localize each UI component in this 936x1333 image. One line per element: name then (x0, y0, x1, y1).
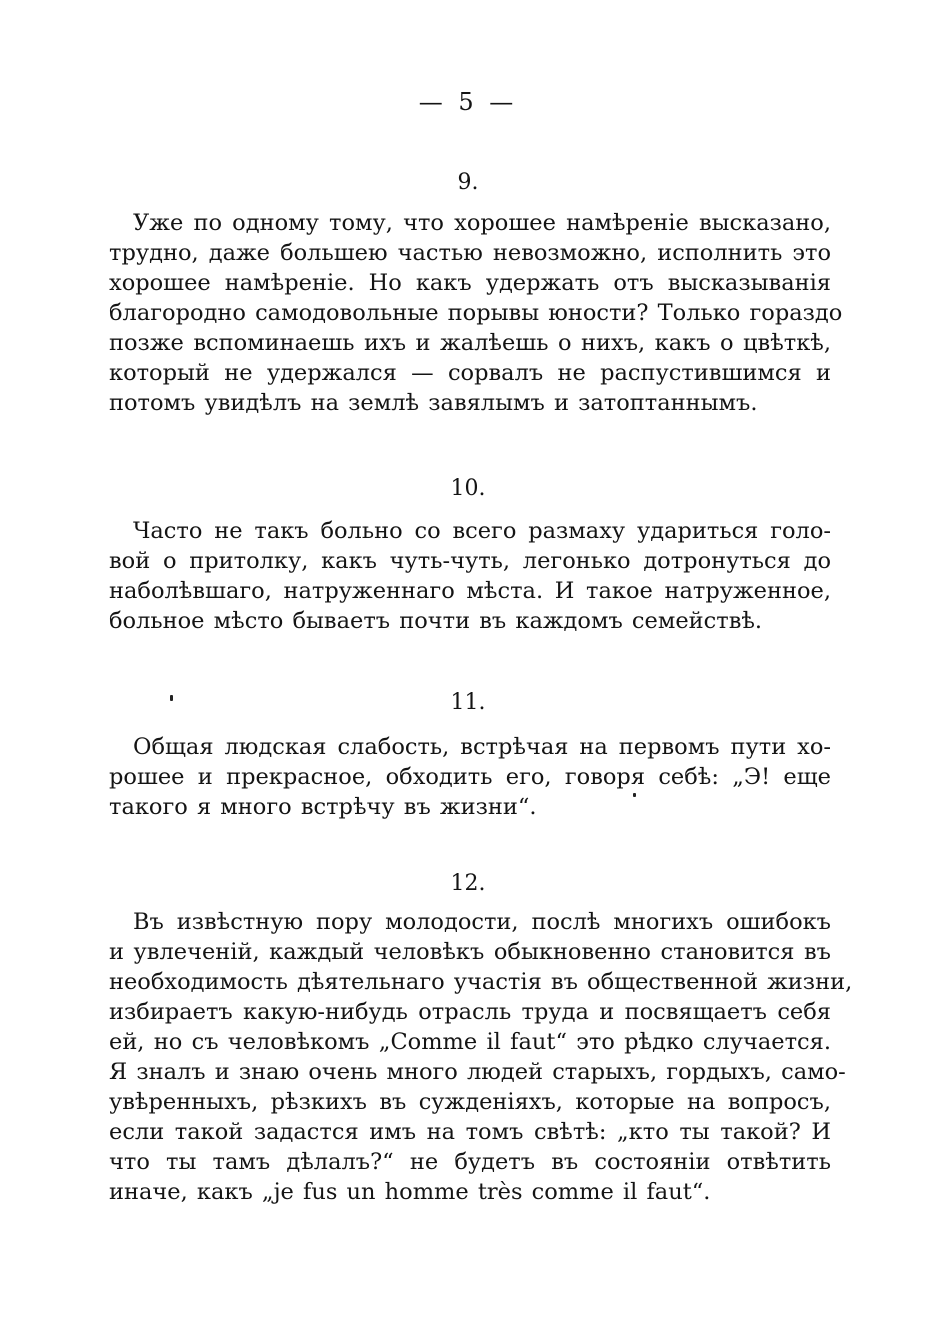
ink-speck (170, 695, 173, 701)
text-line: который не удержался — сорвалъ не распустившимся и (109, 360, 831, 386)
text-line: если такой задастся имъ на томъ свѣтѣ: „кто ты такой? И (109, 1119, 831, 1145)
text-line: потомъ увидѣлъ на землѣ завялымъ и затоптаннымъ. (109, 390, 758, 416)
text-line: хорошее намѣреніе. Но какъ удержать отъ высказыванія (109, 270, 831, 296)
section-number: 11. (450, 690, 486, 715)
text-line: Въ извѣстную пору молодости, послѣ многихъ ошибокъ (133, 909, 831, 935)
text-line: больное мѣсто бываетъ почти въ каждомъ семействѣ. (109, 608, 763, 634)
section-number: 9. (457, 170, 479, 195)
text-line: ей, но съ человѣкомъ „Comme il faut“ это рѣдко случается. (109, 1029, 831, 1055)
ink-speck (633, 793, 636, 797)
text-line: избираетъ какую-нибудь отрасль труда и посвящаетъ себя (109, 999, 831, 1025)
section-text (109, 732, 831, 822)
text-line: иначе, какъ „je fus un homme très comme il faut“. (109, 1179, 711, 1205)
section-number: 10. (450, 476, 486, 501)
text-line: наболѣвшаго, натруженнаго мѣста. И такое натруженное, (109, 578, 831, 604)
text-line: и увлеченій, каждый человѣкъ обыкновенно становится въ (109, 939, 831, 965)
text-line: необходимость дѣятельнаго участія въ общественной жизни, (109, 969, 853, 995)
text-line: вой о притолку, какъ чуть-чуть, легонько дотронуться до (109, 548, 831, 574)
section-text (109, 516, 831, 636)
text-line: благородно самодовольные порывы юности? Только гораздо (109, 300, 843, 326)
text-line: увѣренныхъ, рѣзкихъ въ сужденіяхъ, которые на вопросъ, (109, 1089, 831, 1115)
text-line: Уже по одному тому, что хорошее намѣреніе высказано, (133, 210, 831, 236)
text-line: рошее и прекрасное, обходить его, говоря себѣ: „Э! еще (109, 764, 831, 790)
section-text (109, 208, 843, 418)
text-line: позже вспоминаешь ихъ и жалѣешь о нихъ, какъ о цвѣткѣ, (109, 330, 831, 356)
text-line: Часто не такъ больно со всего размаху удариться голо- (133, 518, 831, 544)
text-line: Я зналъ и знаю очень много людей старыхъ, гордыхъ, само- (109, 1059, 846, 1085)
page-number: — 5 — (418, 88, 518, 116)
section-number: 12. (450, 871, 486, 896)
text-line: что ты тамъ дѣлалъ?“ не будетъ въ состояніи отвѣтить (109, 1149, 831, 1175)
text-line: такого я много встрѣчу въ жизни“. (109, 794, 537, 820)
text-line: трудно, даже большею частью невозможно, исполнить это (109, 240, 831, 266)
section-text (109, 907, 853, 1207)
text-line: Общая людская слабость, встрѣчая на первомъ пути хо- (133, 734, 831, 760)
